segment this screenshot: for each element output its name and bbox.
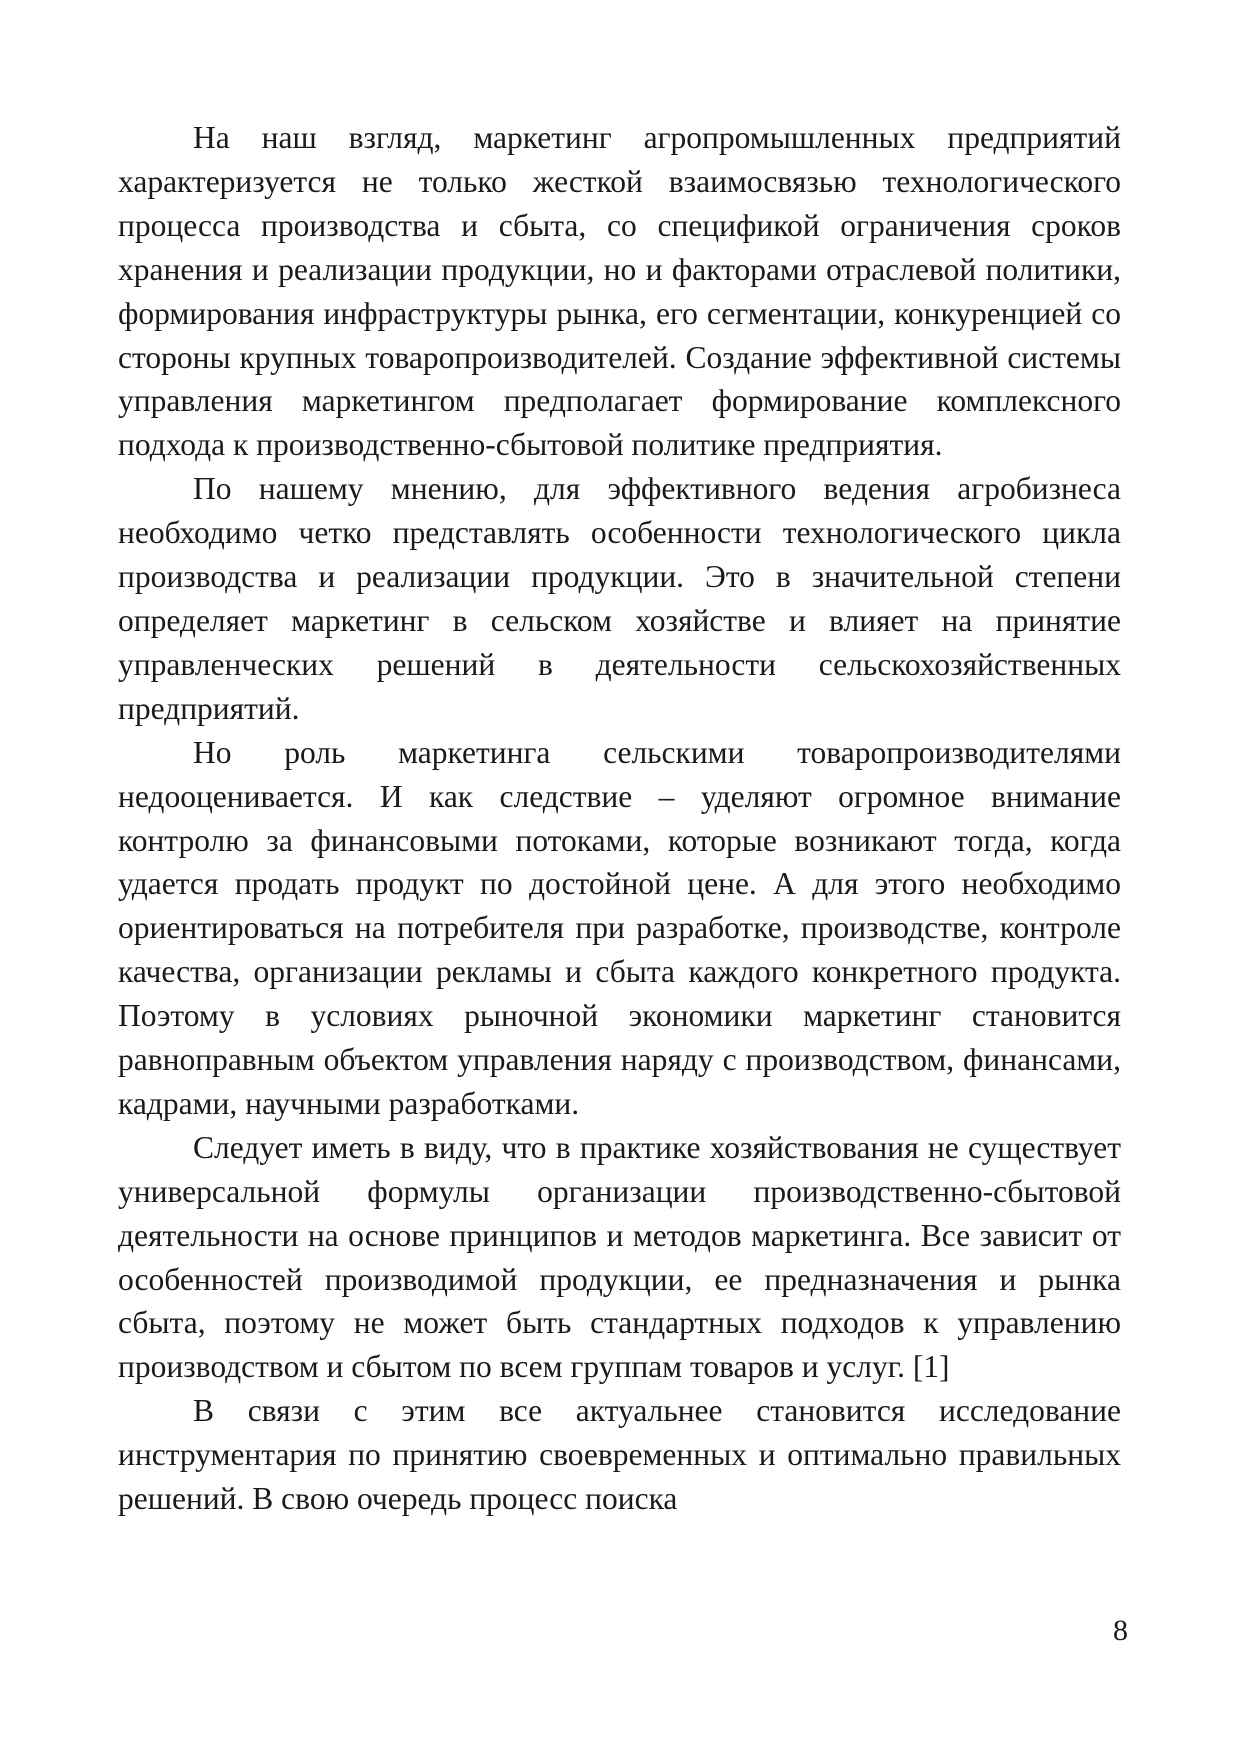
paragraph-3: Но роль маркетинга сельскими товаропроизводителями недооценивается. И как следствие – уделяют огромное внимание контролю за финансовыми потоками, которые возникают тогда, когда удается продать продукт по достойной цене. А для этого необходимо ориентироваться на потребителя при разработке, производстве, контроле качества, организации рекламы и сбыта каждого конкретного продукта. Поэтому в условиях рыночной экономики маркетинг становится равноправным объектом управления наряду с производством, финансами, кадрами, научными разработками. (118, 734, 1121, 1121)
paragraph-2: По нашему мнению, для эффективного ведения агробизнеса необходимо четко представлять особенности технологического цикла производства и реализации продукции. Это в значительной степени определяет маркетинг в сельском хозяйстве и влияет на принятие управленческих решений в деятельности сельскохозяйственных предприятий. (118, 471, 1121, 726)
paragraph-4: Следует иметь в виду, что в практике хозяйствования не существует универсальной формулы организации производственно-сбытовой деятельности на основе принципов и методов маркетинга. Все зависит от особенностей производимой продукции, ее предназначения и рынка сбыта, поэтому не может быть стандартных подходов к управлению производством и сбытом по всем группам товаров и услуг. [1] (118, 1129, 1121, 1385)
page-number: 8 (1113, 1614, 1128, 1647)
paragraph-5: В связи с этим все актуальнее становится исследование инструментария по принятию своевременных и оптимально правильных решений. В свою очередь процесс поиска (118, 1393, 1121, 1517)
paragraph-1: На наш взгляд, маркетинг агропромышленных предприятий характеризуется не только жесткой взаимосвязью технологического процесса производства и сбыта, со спецификой ограничения сроков хранения и реализации продукции, но и факторами отраслевой политики, формирования инфраструктуры рынка, его сегментации, конкуренцией со стороны крупных товаропроизводителей. Создание эффективной системы управления маркетингом предполагает формирование комплексного подхода к производственно-сбытовой политике предприятия. (118, 120, 1121, 463)
body-text (118, 116, 1121, 1521)
